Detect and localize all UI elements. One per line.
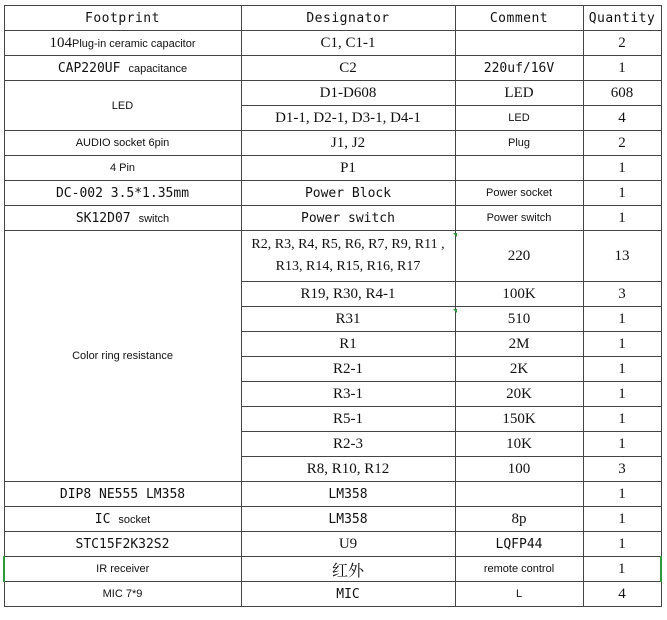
table-row [4,532,661,557]
designator-cell: LM358 [241,507,455,532]
designator-cell: D1-D608 [241,81,455,106]
comment-cell: 2M [455,332,583,357]
header-footprint: Footprint [4,6,241,31]
quantity-cell: 4 [583,106,661,131]
quantity-cell: 1 [583,407,661,432]
header-row [4,6,661,31]
bom-table [3,5,662,607]
footprint-cell: MIC 7*9 [4,582,241,607]
quantity-cell: 2 [583,31,661,56]
table-row [4,81,661,106]
designator-cell: R19, R30, R4-1 [241,282,455,307]
quantity-cell: 1 [583,482,661,507]
quantity-cell: 608 [583,81,661,106]
quantity-cell: 1 [583,56,661,81]
comment-cell: Plug [455,131,583,156]
comment-cell [455,156,583,181]
table-row [4,156,661,181]
quantity-cell: 2 [583,131,661,156]
quantity-cell: 4 [583,582,661,607]
comment-cell: remote control [455,557,583,582]
header-designator: Designator [241,6,455,31]
table-row [4,31,661,56]
designator-cell: R2-3 [241,432,455,457]
designator-cell: Power switch [241,206,455,231]
comment-cell: 150K [455,407,583,432]
table-row [4,131,661,156]
designator-cell: P1 [241,156,455,181]
footprint-cell: CAP220UF capacitance [4,56,241,81]
footprint-cell: STC15F2K32S2 [4,532,241,557]
quantity-cell: 3 [583,457,661,482]
designator-cell: R8, R10, R12 [241,457,455,482]
comment-cell: 220uf/16V [455,56,583,81]
comment-cell: 510 [455,307,583,332]
designator-cell: R2-1 [241,357,455,382]
table-row [4,206,661,231]
comment-cell: 100 [455,457,583,482]
comment-cell [455,31,583,56]
cell-marker-icon [453,233,457,237]
comment-cell: L [455,582,583,607]
footprint-cell: IC socket [4,507,241,532]
designator-cell: C2 [241,56,455,81]
table-row [4,181,661,206]
table-row [4,56,661,81]
designator-cell: R5-1 [241,407,455,432]
header-comment: Comment [455,6,583,31]
designator-cell: R2, R3, R4, R5, R6, R7, R9, R11 , R13, R14, R15, R16, R17 [241,231,455,282]
quantity-cell: 1 [583,332,661,357]
comment-cell: LED [455,81,583,106]
table-row [4,507,661,532]
quantity-cell: 1 [583,507,661,532]
cell-marker-icon [453,309,457,313]
designator-cell: R1 [241,332,455,357]
designator-cell: LM358 [241,482,455,507]
designator-cell: Power Block [241,181,455,206]
comment-cell: 220 [455,231,583,282]
footprint-cell: 4 Pin [4,156,241,181]
footprint-cell: Color ring resistance [4,231,241,482]
footprint-cell: DC-002 3.5*1.35mm [4,181,241,206]
comment-cell: 2K [455,357,583,382]
quantity-cell: 1 [583,532,661,557]
footprint-cell: AUDIO socket 6pin [4,131,241,156]
comment-cell: 20K [455,382,583,407]
designator-cell: D1-1, D2-1, D3-1, D4-1 [241,106,455,131]
quantity-cell: 1 [583,357,661,382]
designator-cell: U9 [241,532,455,557]
footprint-cell: 104Plug-in ceramic capacitor [4,31,241,56]
comment-cell: Power socket [455,181,583,206]
header-quantity: Quantity [583,6,661,31]
designator-cell: R3-1 [241,382,455,407]
comment-cell [455,482,583,507]
comment-cell: LQFP44 [455,532,583,557]
quantity-cell: 3 [583,282,661,307]
designator-cell: MIC [241,582,455,607]
designator-cell: R31 [241,307,455,332]
quantity-cell: 1 [583,307,661,332]
quantity-cell: 13 [583,231,661,282]
footprint-cell: LED [4,81,241,131]
quantity-cell: 1 [583,432,661,457]
table-row [4,582,661,607]
quantity-cell: 1 [583,382,661,407]
quantity-cell: 1 [583,156,661,181]
quantity-cell: 1 [583,206,661,231]
comment-cell: LED [455,106,583,131]
comment-cell: Power switch [455,206,583,231]
footprint-cell: DIP8 NE555 LM358 [4,482,241,507]
designator-cell: 红外 [241,557,455,582]
designator-cell: C1, C1-1 [241,31,455,56]
table-row [4,231,661,282]
comment-cell: 100K [455,282,583,307]
quantity-cell: 1 [583,181,661,206]
table-row [4,557,661,582]
comment-cell: 8p [455,507,583,532]
table-row [4,482,661,507]
footprint-cell: IR receiver [4,557,241,582]
comment-cell: 10K [455,432,583,457]
designator-cell: J1, J2 [241,131,455,156]
quantity-cell: 1 [583,557,661,582]
footprint-cell: SK12D07 switch [4,206,241,231]
